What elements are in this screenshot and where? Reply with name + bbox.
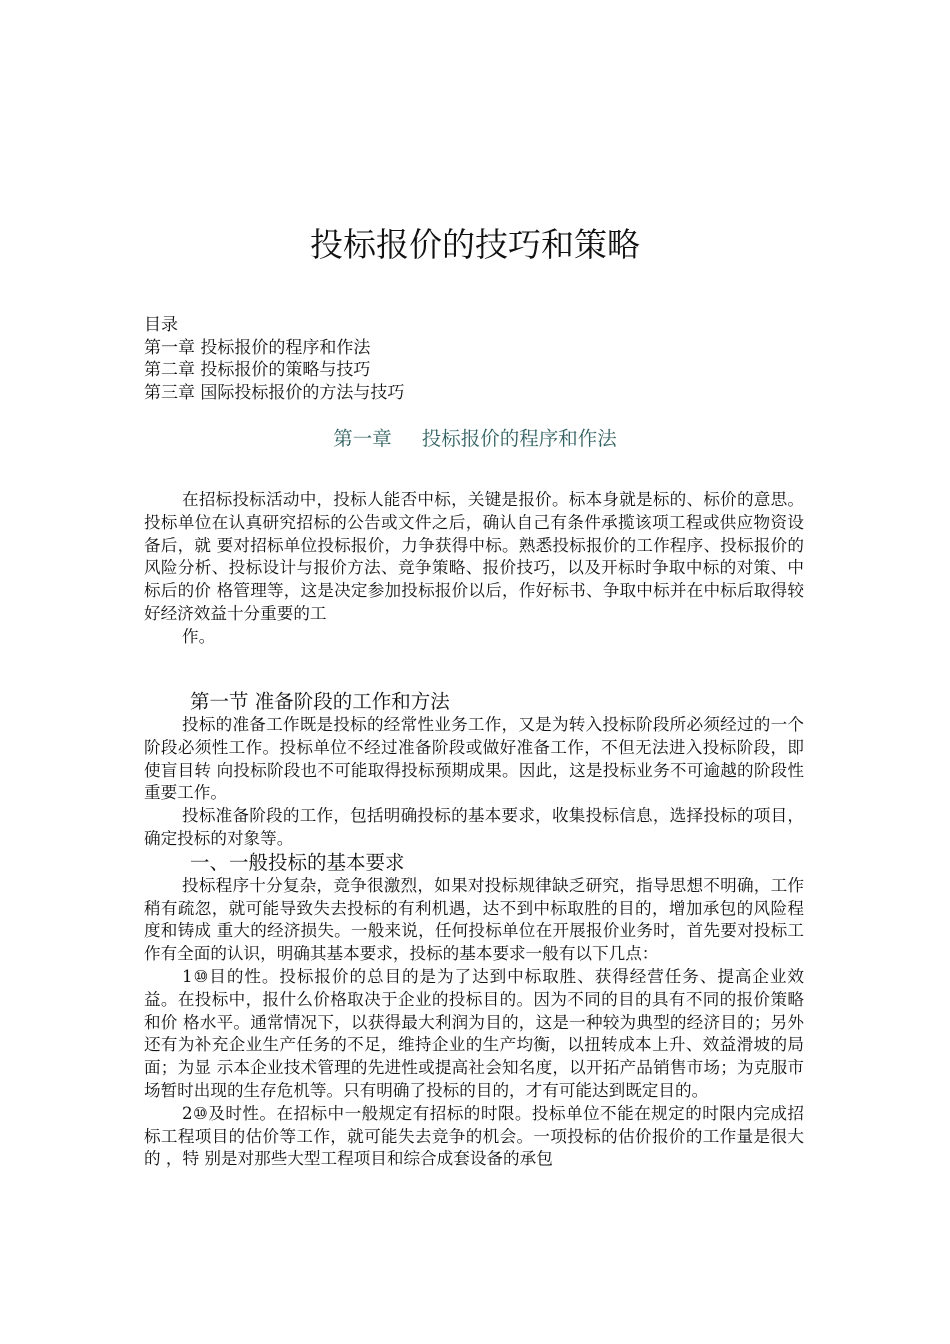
list-item-text: 目的性。投标报价的总目的是为了达到中标取胜、获得经营任务、提高企业效益。在投标中，报什么价格取决于企业的投标目的。因为不同的目的具有不同的报价策略和价 格水平。通常情况下，以获得最大利润为目的，这是一种较为典型的经济目的；另外还有为补充企业生产任务的不足，维持企业的生产均衡，以扭转成本上升、效益滑坡的局面；为显 示本企业技术管理的先进性或提高社会知名度，以开拓产品销售市场；为克服市场暂时出现的生存危机等。只有明确了投标的目的，才有可能达到既定目的。 bbox=[144, 966, 805, 1100]
list-item-text: 及时性。在招标中一般规定有招标的时限。投标单位不能在规定的时限内完成招标工程项目的估价等工作，就可能失去竞争的机会。一项投标的估价报价的工作量是很大的 ，特 别是对那些大型工程项目和综合成套设备的承包 bbox=[144, 1103, 804, 1169]
list-item-number: 1⑩ bbox=[182, 966, 210, 986]
document-title: 投标报价的技巧和策略 bbox=[310, 225, 640, 264]
section-1 bbox=[144, 690, 804, 1171]
intro-paragraph: 在招标投标活动中，投标人能否中标，关键是报价。标本身就是标的、标价的意思。投标单位在认真研究招标的公告或文件之后，确认自己有条件承揽该项工程或供应物资设备后，就 要对招标单位投标报价，力争获得中标。熟悉投标报价的工作程序、投标报价的风险分析、投标设计与报价方法、竞争策略、报价技巧，以及开标时争取中标的对策、中标后的价 格管理等，这是决定参加投标报价以后，作好标书、争取中标并在中标后取得较好经济效益十分重要的工 bbox=[144, 490, 804, 623]
paragraph: 投标程序十分复杂，竞争很激烈，如果对投标规律缺乏研究，指导思想不明确，工作稍有疏忽，就可能导致失去投标的有利机遇，达不到中标取胜的目的，增加承包的风险程度和铸成 重大的经济损失。一般来说，任何投标单位在开展报价业务时，首先要对投标工作有全面的认识，明确其基本要求，投标的基本要求一般有以下几点： bbox=[144, 875, 804, 964]
chapter-heading bbox=[0, 425, 950, 453]
intro-paragraph-tail: 作。 bbox=[182, 626, 216, 646]
intro-section bbox=[144, 489, 804, 649]
list-item-number: 2⑩ bbox=[182, 1103, 209, 1123]
paragraph: 投标准备阶段的工作，包括明确投标的基本要求，收集投标信息，选择投标的项目，确定投标的对象等。 bbox=[144, 806, 804, 848]
toc-heading: 目录 bbox=[144, 315, 178, 335]
section-heading: 第一节 准备阶段的工作和方法 bbox=[190, 690, 450, 713]
toc-item: 第一章 投标报价的程序和作法 bbox=[144, 337, 371, 358]
list-item bbox=[144, 966, 804, 1103]
chapter-label: 第一章 bbox=[333, 427, 392, 450]
list-item bbox=[144, 1103, 804, 1171]
subsection-heading: 一、一般投标的基本要求 bbox=[190, 850, 405, 874]
chapter-title: 投标报价的程序和作法 bbox=[421, 427, 617, 450]
table-of-contents bbox=[144, 314, 404, 404]
paragraph: 投标的准备工作既是投标的经常性业务工作，又是为转入投标阶段所必须经过的一个阶段必须性工作。投标单位不经过准备阶段或做好准备工作，不但无法进入投标阶段，即使盲目转 向投标阶段也不可能取得投标预期成果。因此，这是投标业务不可逾越的阶段性重要工作。 bbox=[144, 715, 804, 803]
toc-item: 第三章 国际投标报价的方法与技巧 bbox=[144, 382, 405, 403]
toc-item: 第二章 投标报价的策略与技巧 bbox=[144, 360, 371, 380]
